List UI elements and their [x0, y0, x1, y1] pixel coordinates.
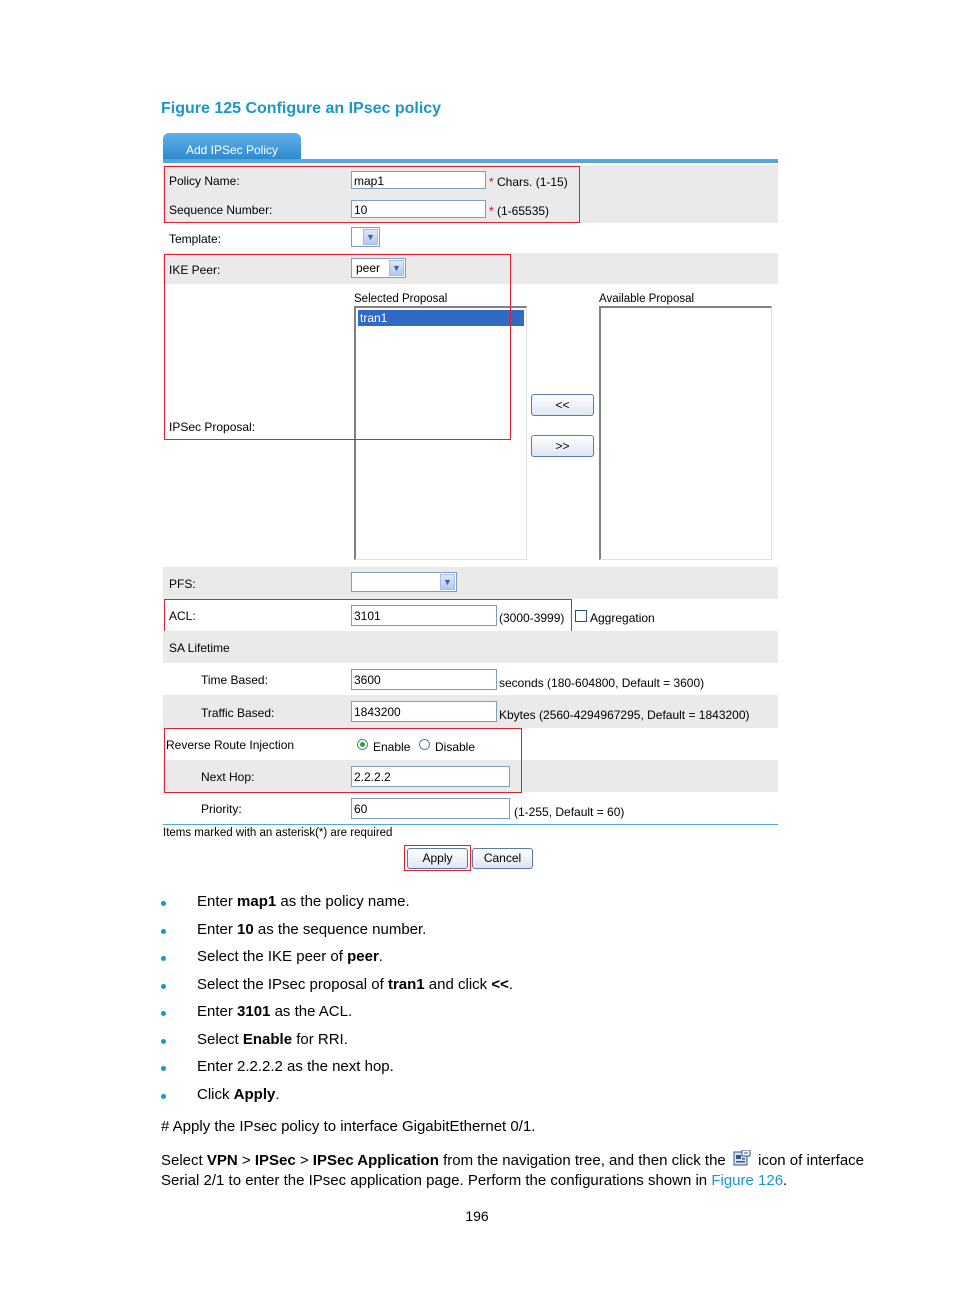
selected-proposal-header: Selected Proposal	[354, 293, 448, 305]
rri-row	[163, 728, 778, 760]
step-text: as the sequence number.	[253, 920, 427, 938]
time-based-hint: seconds (180-604800, Default = 3600)	[499, 676, 705, 690]
add-proposal-button[interactable]: <<	[531, 394, 594, 416]
policy-name-range: Chars. (1-15)	[497, 175, 568, 189]
pfs-select[interactable]	[351, 572, 457, 592]
list-item	[161, 1058, 881, 1086]
bullet-icon	[161, 1039, 166, 1044]
list-item	[161, 948, 881, 976]
step-text: Enter	[197, 893, 238, 910]
list-item[interactable]: tran1	[358, 310, 524, 326]
apply-paragraph: # Apply the IPsec policy to interface GigabitEthernet 0/1.	[161, 1118, 536, 1135]
para-bold: IPSec	[254, 1152, 296, 1169]
bullet-icon	[161, 901, 166, 906]
required-note: Items marked with an asterisk(*) are required	[163, 827, 393, 839]
chevron-down-icon[interactable]: ▼	[389, 260, 404, 276]
para-text: Serial 2/1 to enter the IPsec application page. Perform the configurations shown in	[161, 1172, 712, 1189]
template-select[interactable]	[351, 227, 380, 247]
step-text: as the policy name.	[276, 893, 410, 910]
acl-label: ACL:	[169, 609, 196, 623]
select-paragraph-line1	[161, 1150, 881, 1169]
bullet-icon	[161, 1011, 166, 1016]
sequence-number-input[interactable]: 10	[351, 200, 486, 218]
remove-proposal-button[interactable]: >>	[531, 435, 594, 457]
time-based-input[interactable]: 3600	[351, 669, 497, 690]
sequence-number-row	[163, 194, 778, 223]
tab-add-ipsec-policy[interactable]: Add IPSec Policy	[163, 133, 301, 161]
ipsec-proposal-label: IPSec Proposal:	[169, 420, 256, 434]
rri-label: Reverse Route Injection	[166, 738, 295, 752]
bullet-icon	[161, 929, 166, 934]
tab-underline	[163, 159, 778, 163]
list-item	[161, 921, 881, 949]
step-text: .	[508, 975, 514, 993]
traffic-based-input[interactable]: 1843200	[351, 701, 497, 722]
sequence-number-label: Sequence Number:	[169, 203, 273, 217]
rri-enable-radio[interactable]	[357, 739, 368, 750]
step-text: and click	[424, 975, 492, 993]
rri-enable-label: Enable	[373, 740, 411, 754]
ike-peer-row	[163, 253, 778, 284]
acl-row	[163, 599, 778, 631]
apply-button[interactable]: Apply	[407, 848, 468, 869]
aggregation-checkbox[interactable]	[575, 610, 587, 622]
para-text: >	[295, 1152, 313, 1169]
rri-disable-radio[interactable]	[419, 739, 430, 750]
available-proposal-list[interactable]	[599, 306, 772, 560]
sequence-number-hint	[489, 204, 549, 218]
step-bold: 3101	[237, 1003, 271, 1020]
para-text: >	[237, 1152, 255, 1169]
list-item	[161, 1003, 881, 1031]
step-text: Enter	[197, 920, 238, 938]
bullet-icon	[161, 1066, 166, 1071]
template-label: Template:	[169, 232, 222, 246]
figure-126-link[interactable]: Figure 126	[711, 1172, 784, 1189]
required-star: *	[489, 175, 494, 189]
priority-hint: (1-255, Default = 60)	[514, 805, 625, 819]
para-bold: VPN	[206, 1152, 238, 1169]
ike-peer-select[interactable]	[351, 258, 406, 278]
chevron-down-icon[interactable]: ▼	[363, 229, 378, 245]
step-bold: map1	[237, 893, 277, 910]
step-text: .	[378, 948, 383, 965]
required-star: *	[489, 204, 494, 218]
pfs-label: PFS:	[169, 577, 196, 591]
ipsec-application-icon	[733, 1150, 751, 1167]
step-bold: Apply	[233, 1085, 276, 1103]
policy-name-row	[163, 165, 778, 194]
step-bold: 10	[237, 920, 254, 938]
next-hop-label: Next Hop:	[201, 770, 255, 784]
pfs-row	[163, 567, 778, 599]
select-paragraph-line2	[161, 1172, 787, 1189]
next-hop-input[interactable]: 2.2.2.2	[351, 766, 510, 787]
step-text: Select	[197, 1030, 243, 1048]
step-text: Enter 2.2.2.2 as the next hop.	[197, 1058, 394, 1075]
template-row	[163, 223, 778, 253]
priority-input[interactable]: 60	[351, 798, 510, 819]
step-bold: Enable	[242, 1030, 293, 1048]
para-text: .	[783, 1172, 788, 1189]
list-item	[161, 1086, 881, 1114]
step-text: as the ACL.	[270, 1003, 353, 1020]
page-number: 196	[465, 1208, 489, 1224]
sequence-number-range: (1-65535)	[497, 204, 550, 218]
step-text: Select the IKE peer of	[197, 948, 348, 965]
policy-name-hint	[489, 175, 568, 189]
traffic-based-hint: Kbytes (2560-4294967295, Default = 1843200)	[499, 708, 750, 722]
time-based-row	[163, 663, 778, 695]
priority-label: Priority:	[201, 802, 242, 816]
available-proposal-header: Available Proposal	[599, 293, 695, 305]
policy-name-input[interactable]: map1	[351, 171, 486, 189]
list-item	[161, 976, 881, 1004]
rri-disable-label: Disable	[435, 740, 476, 754]
next-hop-row	[163, 760, 778, 792]
aggregation-label: Aggregation	[590, 611, 655, 625]
step-bold: peer	[347, 948, 379, 965]
bullet-icon	[161, 984, 166, 989]
bullet-icon	[161, 956, 166, 961]
para-text: Select	[161, 1152, 207, 1169]
priority-row	[163, 792, 778, 824]
bullet-icon	[161, 1094, 166, 1099]
chevron-down-icon[interactable]: ▼	[440, 574, 455, 590]
list-item	[161, 893, 881, 921]
selected-proposal-list[interactable]	[354, 306, 527, 560]
sa-lifetime-row	[163, 631, 778, 663]
para-text: icon of interface	[753, 1152, 865, 1169]
figure-caption: Figure 125 Configure an IPsec policy	[161, 100, 442, 117]
steps-list	[161, 893, 881, 1113]
acl-input[interactable]: 3101	[351, 605, 497, 626]
step-text: .	[275, 1085, 280, 1103]
list-item	[161, 1031, 881, 1059]
step-text: for RRI.	[292, 1030, 348, 1048]
ike-peer-label: IKE Peer:	[169, 263, 221, 277]
para-text: from the navigation tree, and then click the	[438, 1152, 726, 1169]
sa-lifetime-label: SA Lifetime	[169, 641, 230, 655]
policy-name-label: Policy Name:	[169, 174, 240, 188]
step-text: Enter	[197, 1003, 238, 1020]
ipsec-proposal-row	[163, 284, 778, 567]
step-bold: <<	[491, 975, 509, 993]
acl-hint: (3000-3999)	[499, 611, 565, 625]
step-text: Select the IPsec proposal of	[197, 975, 388, 993]
para-bold: IPSec Application	[312, 1152, 439, 1169]
step-bold: tran1	[387, 975, 425, 993]
time-based-label: Time Based:	[201, 673, 268, 687]
cancel-button[interactable]: Cancel	[472, 848, 533, 869]
ike-peer-value: peer	[356, 261, 381, 275]
step-text: Click	[197, 1085, 234, 1103]
form-bottom-line	[163, 824, 778, 825]
traffic-based-label: Traffic Based:	[201, 706, 275, 720]
traffic-based-row	[163, 695, 778, 728]
